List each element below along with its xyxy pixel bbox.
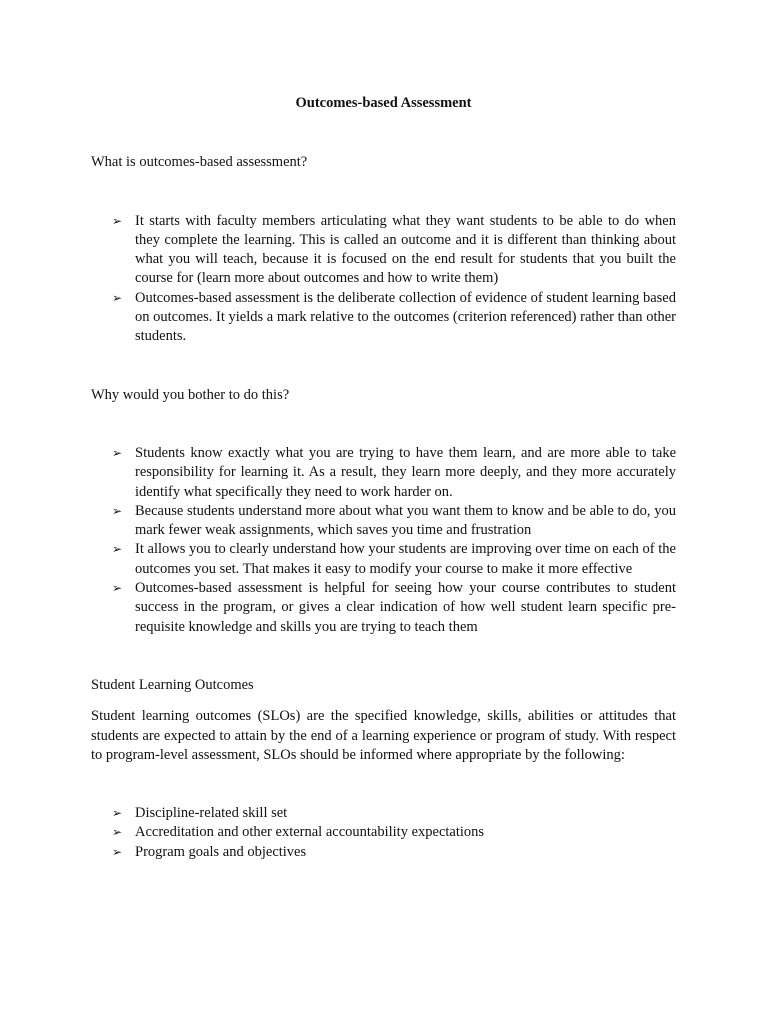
arrow-bullet-icon: ➢ — [112, 542, 123, 557]
list-item-text: It allows you to clearly understand how your students are improving over time on each of the outcomes you set. That makes it easy to modify your course to make it more effective — [135, 541, 676, 577]
section-heading-slos: Student Learning Outcomes — [91, 676, 254, 693]
list-item — [112, 444, 676, 502]
section-heading-why: Why would you bother to do this? — [91, 386, 290, 403]
list-item-text: Accreditation and other external accountability expectations — [135, 824, 485, 841]
list-item — [112, 540, 676, 579]
bullet-list-slos — [91, 804, 676, 862]
list-item — [112, 843, 676, 862]
arrow-bullet-icon: ➢ — [112, 503, 123, 518]
document-title: Outcomes-based Assessment — [295, 95, 472, 111]
list-item-text: Discipline-related skill set — [135, 805, 288, 822]
arrow-bullet-icon: ➢ — [112, 213, 123, 228]
list-item-text: Program goals and objectives — [135, 843, 307, 860]
list-item-text: Students know exactly what you are trying to have them learn, and are more able to take responsibility for learning it. As a result, they learn more deeply, and they more accurately identify what specifically they need to work harder on. — [135, 444, 676, 500]
bullet-list-what-is — [91, 212, 676, 347]
list-item-text: It starts with faculty members articulating what they want students to be able to do when they complete the learning. This is called an outcome and it is different than thinking about what you will teach, because it is focused on the end result for students that you built the course for (learn more about outcomes and how to write them) — [135, 212, 676, 287]
list-item — [112, 502, 676, 541]
list-item-text: Because students understand more about what you want them to know and be able to do, you mark fewer weak assignments, which saves you time and frustration — [135, 502, 676, 539]
bullet-list-why — [91, 444, 676, 637]
section-heading-what-is: What is outcomes-based assessment? — [91, 154, 308, 171]
list-item — [112, 823, 676, 842]
list-item — [112, 212, 676, 289]
list-item-text: Outcomes-based assessment is the deliberate collection of evidence of student learning based on outcomes. It yields a mark relative to the outcomes (criterion referenced) rather than other students. — [135, 289, 676, 345]
arrow-bullet-icon: ➢ — [112, 844, 123, 859]
arrow-bullet-icon: ➢ — [112, 806, 123, 821]
arrow-bullet-icon: ➢ — [112, 445, 123, 460]
list-item — [112, 579, 676, 637]
arrow-bullet-icon: ➢ — [112, 581, 123, 596]
arrow-bullet-icon: ➢ — [112, 290, 123, 305]
list-item — [112, 289, 676, 347]
slos-paragraph: Student learning outcomes (SLOs) are the specified knowledge, skills, abilities or attitudes that students are expected to attain by the end of a learning experience or program of study. With respect to program-level assessment, SLOs should be informed where appropriate by the following: — [91, 708, 676, 763]
arrow-bullet-icon: ➢ — [112, 825, 123, 840]
list-item — [112, 804, 676, 823]
list-item-text: Outcomes-based assessment is helpful for seeing how your course contributes to student success in the program, or gives a clear indication of how well student learn specific pre-requisite knowledge and skills you are trying to teach them — [135, 580, 676, 635]
